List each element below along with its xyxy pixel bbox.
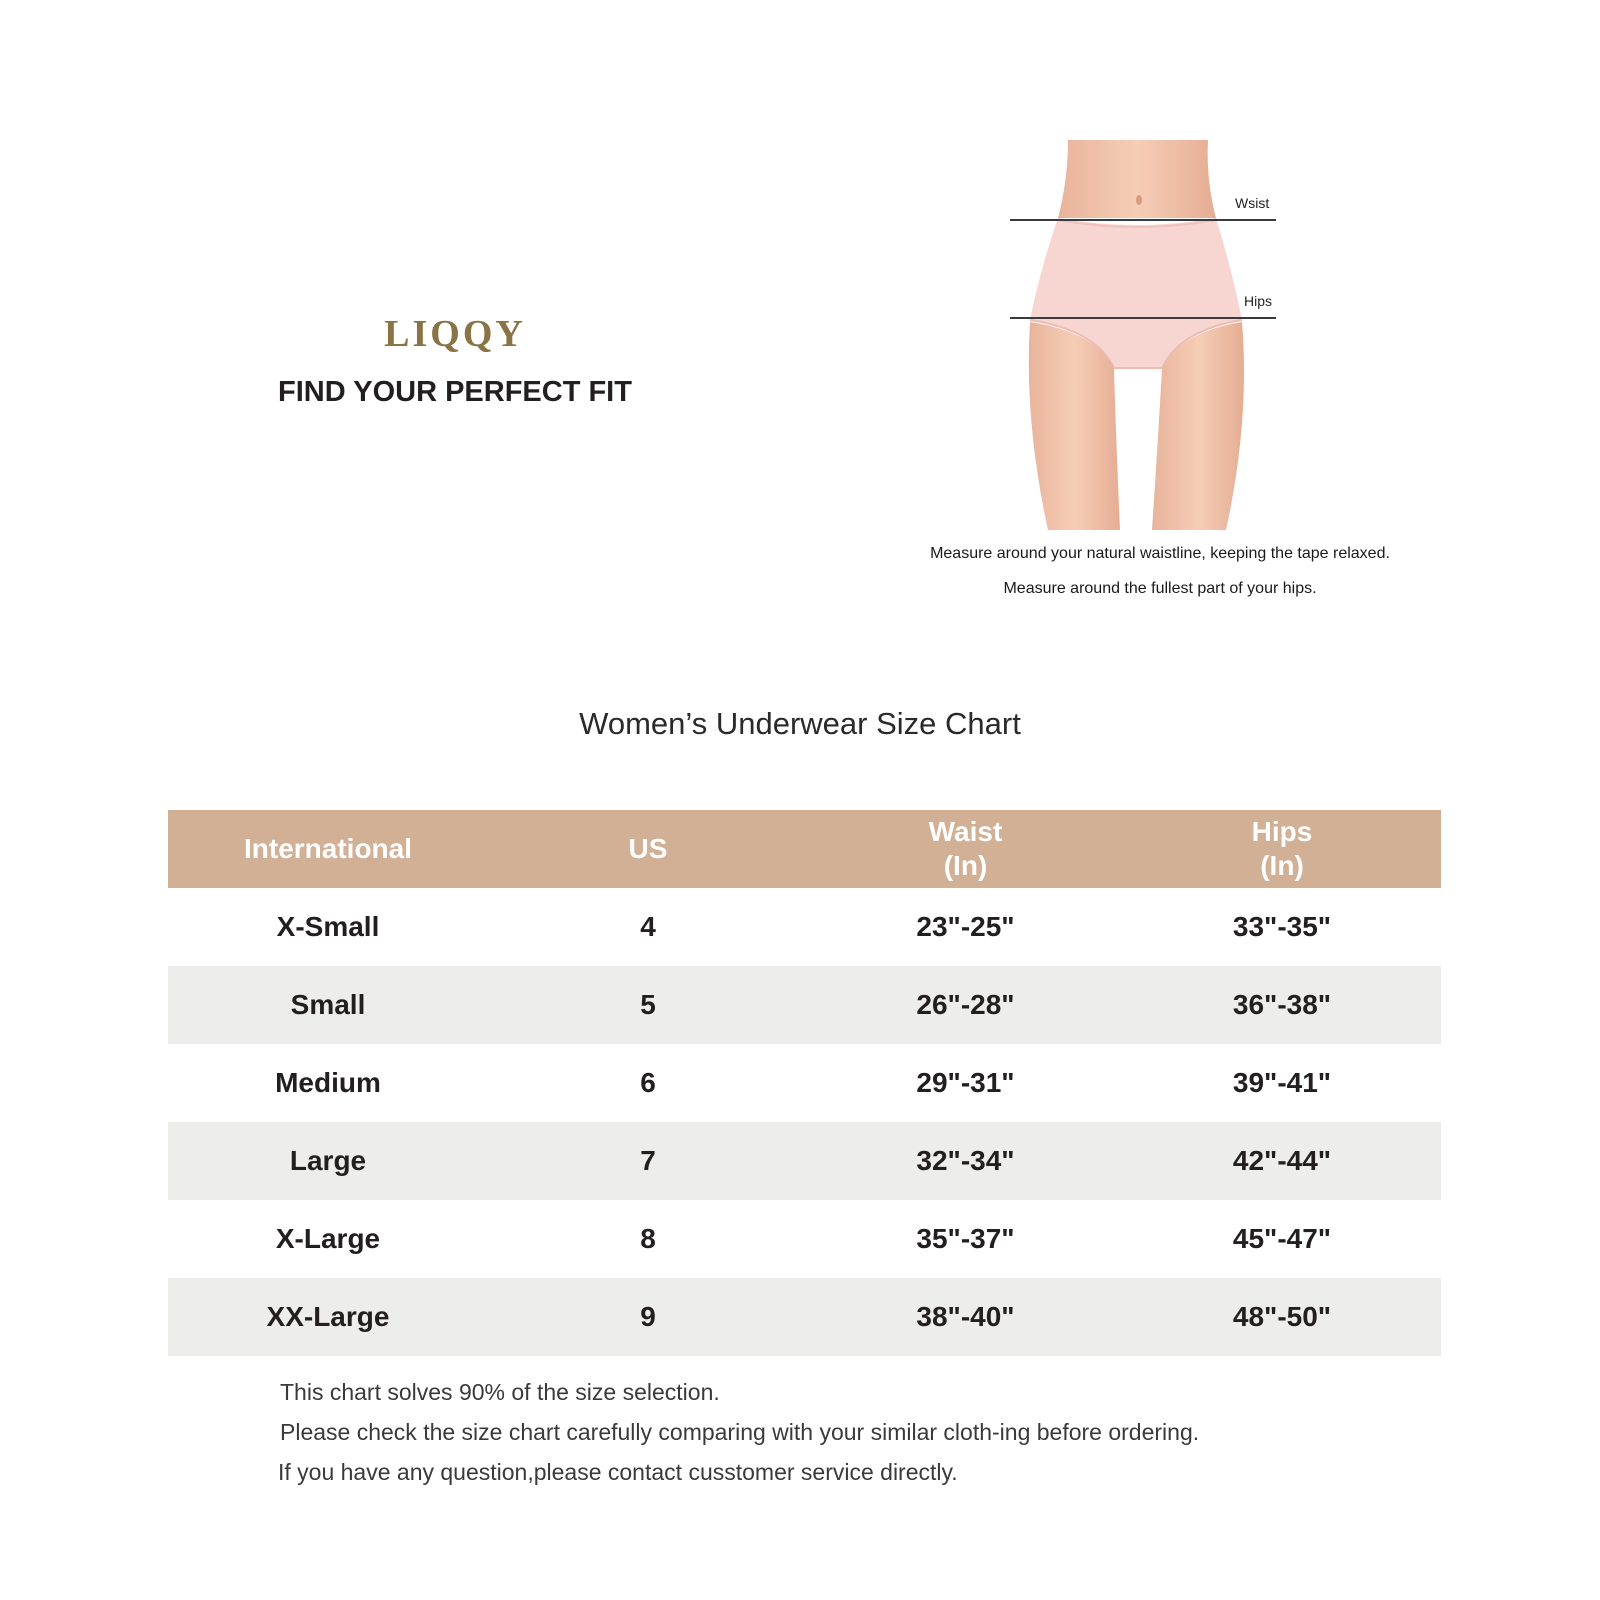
instruction-hips: Measure around the fullest part of your hips. [1003, 580, 1317, 597]
brand-logo: LIQQY [384, 313, 526, 355]
table-row [168, 966, 1441, 1044]
cell-hips: 45"-47" [1232, 1223, 1332, 1254]
cell-us: 9 [640, 1301, 656, 1332]
cell-waist: 26"-28" [916, 989, 1015, 1020]
cell-waist: 29"-31" [916, 1067, 1015, 1098]
tagline: FIND YOUR PERFECT FIT [278, 376, 632, 408]
table-row [168, 1044, 1441, 1122]
header-us: US [628, 833, 668, 864]
cell-international: X-Large [275, 1223, 381, 1254]
table-row [168, 1200, 1441, 1278]
cell-hips: 42"-44" [1232, 1145, 1332, 1176]
instruction-waist: Measure around your natural waistline, keeping the tape relaxed. [930, 545, 1390, 562]
waist-line [1010, 219, 1276, 221]
size-table [168, 810, 1441, 1356]
table-row [168, 1278, 1441, 1356]
cell-international: Large [289, 1145, 367, 1176]
cell-international: XX-Large [266, 1301, 390, 1332]
cell-international: Small [290, 989, 366, 1020]
cell-us: 4 [640, 911, 656, 942]
cell-waist: 23"-25" [916, 911, 1015, 942]
cell-hips: 36"-38" [1232, 989, 1332, 1020]
table-row [168, 1122, 1441, 1200]
cell-us: 8 [640, 1223, 656, 1254]
cell-hips: 33"-35" [1232, 911, 1332, 942]
header-international: International [243, 833, 412, 864]
waist-label: Wsist [1235, 195, 1270, 211]
cell-us: 6 [640, 1067, 656, 1098]
hips-line [1010, 317, 1276, 319]
cell-waist: 32"-34" [916, 1145, 1015, 1176]
cell-waist: 35"-37" [916, 1223, 1015, 1254]
cell-international: X-Small [276, 911, 380, 942]
note-line: If you have any question,please contact cusstomer service directly. [278, 1459, 958, 1485]
hips-label: Hips [1244, 293, 1273, 309]
table-header [168, 810, 1441, 888]
note-line: Please check the size chart carefully comparing with your similar cloth-ing before ordering. [280, 1419, 1200, 1445]
cell-us: 5 [640, 989, 656, 1020]
cell-hips: 48"-50" [1232, 1301, 1332, 1332]
cell-international: Medium [275, 1067, 381, 1098]
notes [280, 1372, 1199, 1492]
cell-waist: 38"-40" [916, 1301, 1015, 1332]
cell-us: 7 [640, 1145, 656, 1176]
header-hips: Hips (In) [1251, 816, 1313, 881]
note-line: This chart solves 90% of the size selection. [280, 1379, 720, 1405]
table-row [168, 888, 1441, 966]
chart-title: Women’s Underwear Size Chart [579, 706, 1021, 741]
header-waist: Waist (In) [928, 816, 1003, 881]
cell-hips: 39"-41" [1232, 1067, 1332, 1098]
